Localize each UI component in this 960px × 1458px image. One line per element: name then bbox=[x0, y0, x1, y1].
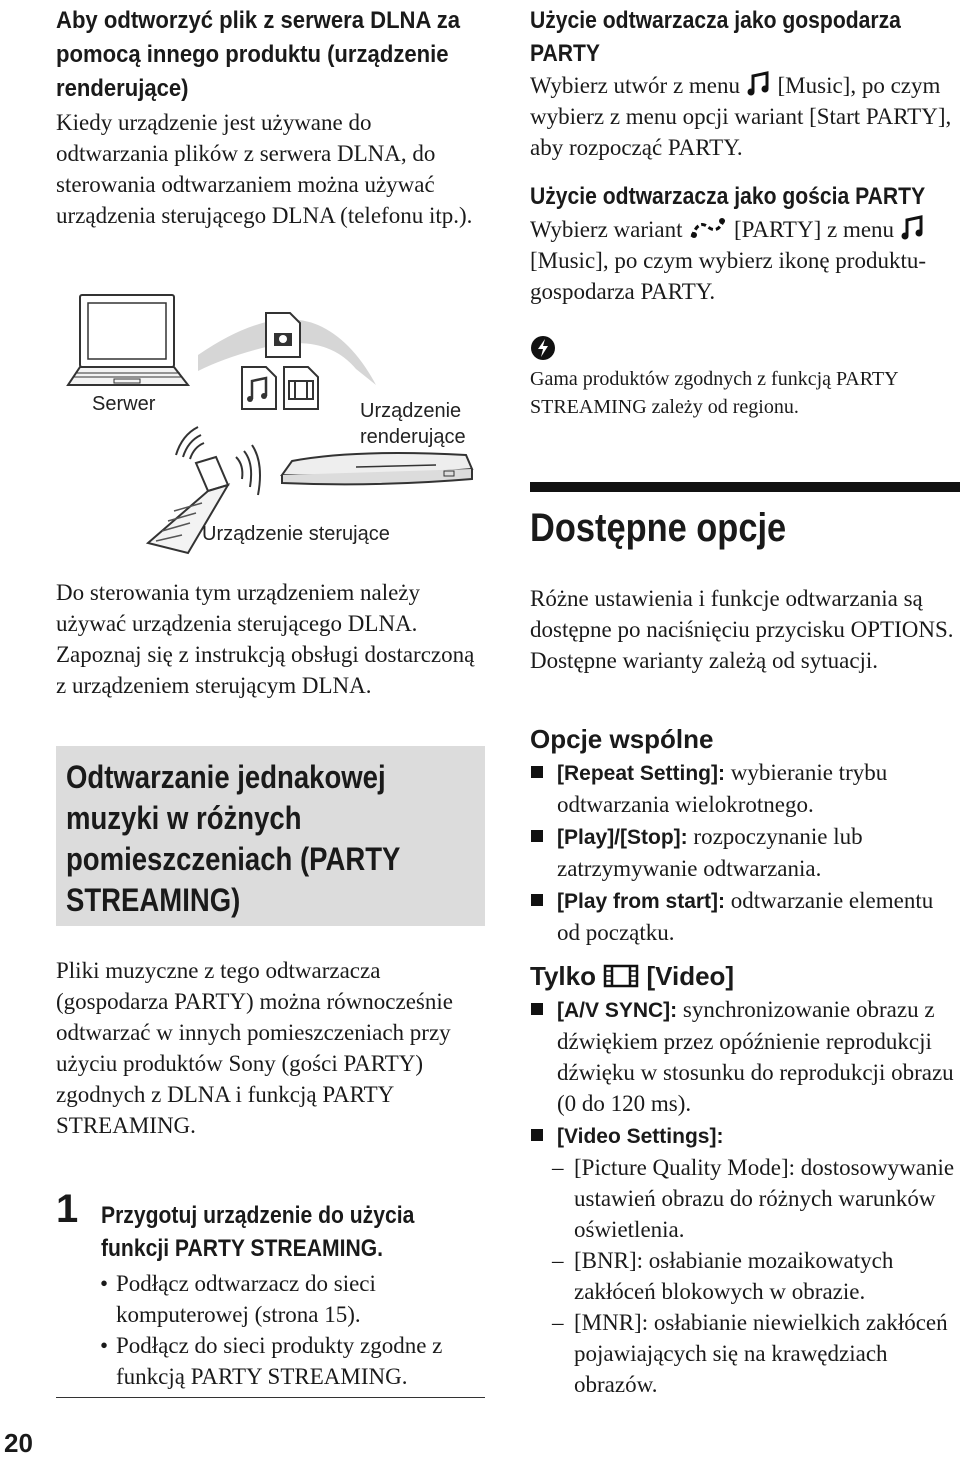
guest-body-start: Wybierz wariant bbox=[530, 217, 683, 242]
host-heading: Użycie odtwarzacza jako gospodarza PARTY bbox=[530, 7, 901, 67]
page-number: 20 bbox=[4, 1428, 33, 1458]
music-note-icon bbox=[746, 71, 772, 97]
host-body bbox=[530, 70, 958, 163]
music-note-icon bbox=[900, 215, 926, 241]
guest-body-end: [Music], po czym wybierz ikonę produktu-gospodarza PARTY. bbox=[530, 248, 927, 304]
laptop-icon bbox=[68, 295, 188, 385]
blu-ray-player-icon bbox=[282, 453, 472, 484]
sub-option-mnr: – [MNR]: osłabianie niewielkich zakłóceń pojawiających się na krawędziach obrazów. bbox=[530, 1307, 958, 1400]
option-label: [Play]/[Stop]: bbox=[557, 826, 688, 849]
control-body: Do sterowania tym urządzeniem należy używać urządzenia sterującego DLNA. Zapoznaj się z instrukcją obsługi dostarczoną z urządzeniem sterującym DLNA. bbox=[56, 580, 475, 698]
party-icon bbox=[688, 215, 728, 241]
step-number: 1 bbox=[56, 1187, 79, 1231]
option-play-from-start bbox=[530, 885, 950, 948]
option-text: odtwarzanie elementu od początku. bbox=[557, 888, 934, 945]
camera-icon bbox=[266, 313, 300, 357]
option-label: [Repeat Setting]: bbox=[557, 762, 725, 785]
option-label: [A/V SYNC]: bbox=[557, 999, 678, 1022]
common-options-list bbox=[530, 757, 950, 949]
option-text: synchronizowanie obrazu z dźwiękiem przez opóźnienie reprodukcji dźwięku w stosunku do reprodukcji obrazu (0 do 120 ms). bbox=[557, 997, 954, 1116]
bottom-rule bbox=[56, 1397, 485, 1398]
renderer-label-line2: renderujące bbox=[360, 426, 466, 448]
option-label: [Video Settings]: bbox=[557, 1125, 724, 1148]
step-item: • Podłącz do sieci produkty zgodne z funkcją PARTY STREAMING. bbox=[98, 1330, 488, 1392]
common-heading: Opcje wspólne bbox=[530, 724, 714, 754]
option-play-stop bbox=[530, 821, 950, 884]
step-list bbox=[98, 1268, 488, 1392]
guest-heading: Użycie odtwarzacza jako gościa PARTY bbox=[530, 183, 926, 210]
step-title: Przygotuj urządzenie do użycia funkcji PARTY STREAMING. bbox=[101, 1202, 415, 1262]
tip-note: Gama produktów zgodnych z funkcją PARTY STREAMING zależy od regionu. bbox=[530, 368, 898, 418]
option-av-sync bbox=[530, 994, 955, 1119]
options-rule bbox=[530, 482, 960, 492]
host-body-start: Wybierz utwór z menu bbox=[530, 73, 741, 98]
tip-icon bbox=[530, 335, 556, 361]
option-label: [Play from start]: bbox=[557, 890, 726, 913]
step-item: • Podłącz odtwarzacz do sieci komputerowej (strona 15). bbox=[98, 1268, 488, 1330]
video-heading-prefix: Tylko bbox=[530, 961, 596, 991]
video-icon bbox=[603, 963, 639, 989]
guest-body bbox=[530, 214, 958, 307]
renderer-heading: Aby odtworzyć plik z serwera DLNA za pomocą innego produktu (urządzenie renderujące) bbox=[56, 7, 461, 102]
sub-option-picture-quality: – [Picture Quality Mode]: dostosowywanie ustawień obrazu do różnych warunków oświetlenia. bbox=[530, 1152, 958, 1245]
video-heading bbox=[530, 960, 734, 992]
video-settings-sublist bbox=[530, 1152, 958, 1400]
music-note-icon bbox=[242, 367, 276, 409]
video-icon bbox=[284, 367, 318, 409]
controller-label: Urządzenie sterujące bbox=[202, 523, 390, 545]
server-label: Serwer bbox=[92, 393, 156, 415]
options-title: Dostępne opcje bbox=[530, 506, 787, 550]
renderer-body: Kiedy urządzenie jest używane do odtwarzania plików z serwera DLNA, do sterowania odtwarzaniem można używać urządzenia sterującego DLNA (telefonu itp.). bbox=[56, 110, 473, 228]
renderer-label-line1: Urządzenie bbox=[360, 400, 462, 422]
sub-option-bnr: – [BNR]: osłabianie mozaikowatych zakłóceń blokowych w obrazie. bbox=[530, 1245, 958, 1307]
party-section-title: Odtwarzanie jednakowej muzyki w różnych pomieszczeniach (PARTY STREAMING) bbox=[66, 759, 400, 918]
option-text: wybieranie trybu odtwarzania wielokrotnego. bbox=[557, 760, 888, 817]
options-intro: Różne ustawienia i funkcje odtwarzania są dostępne po naciśnięciu przycisku OPTIONS. Dostępne warianty zależą od sytuacji. bbox=[530, 586, 954, 673]
video-options-list bbox=[530, 994, 955, 1153]
guest-body-middle: [PARTY] z menu bbox=[734, 217, 895, 242]
option-repeat-setting bbox=[530, 757, 950, 820]
host-body-end: [Music], po czym wybierz z menu opcji wariant [Start PARTY], aby rozpocząć PARTY. bbox=[530, 73, 952, 160]
option-text: rozpoczynanie lub zatrzymywanie odtwarzania. bbox=[557, 824, 863, 881]
option-video-settings bbox=[530, 1120, 955, 1152]
video-heading-suffix: [Video] bbox=[646, 961, 735, 991]
party-body: Pliki muzyczne z tego odtwarzacza (gospodarza PARTY) można równocześnie odtwarzać w innych pomieszczeniach przy użyciu produktów Sony (gości PARTY) zgodnych z DLNA i funkcją PARTY STREAMING. bbox=[56, 958, 453, 1138]
